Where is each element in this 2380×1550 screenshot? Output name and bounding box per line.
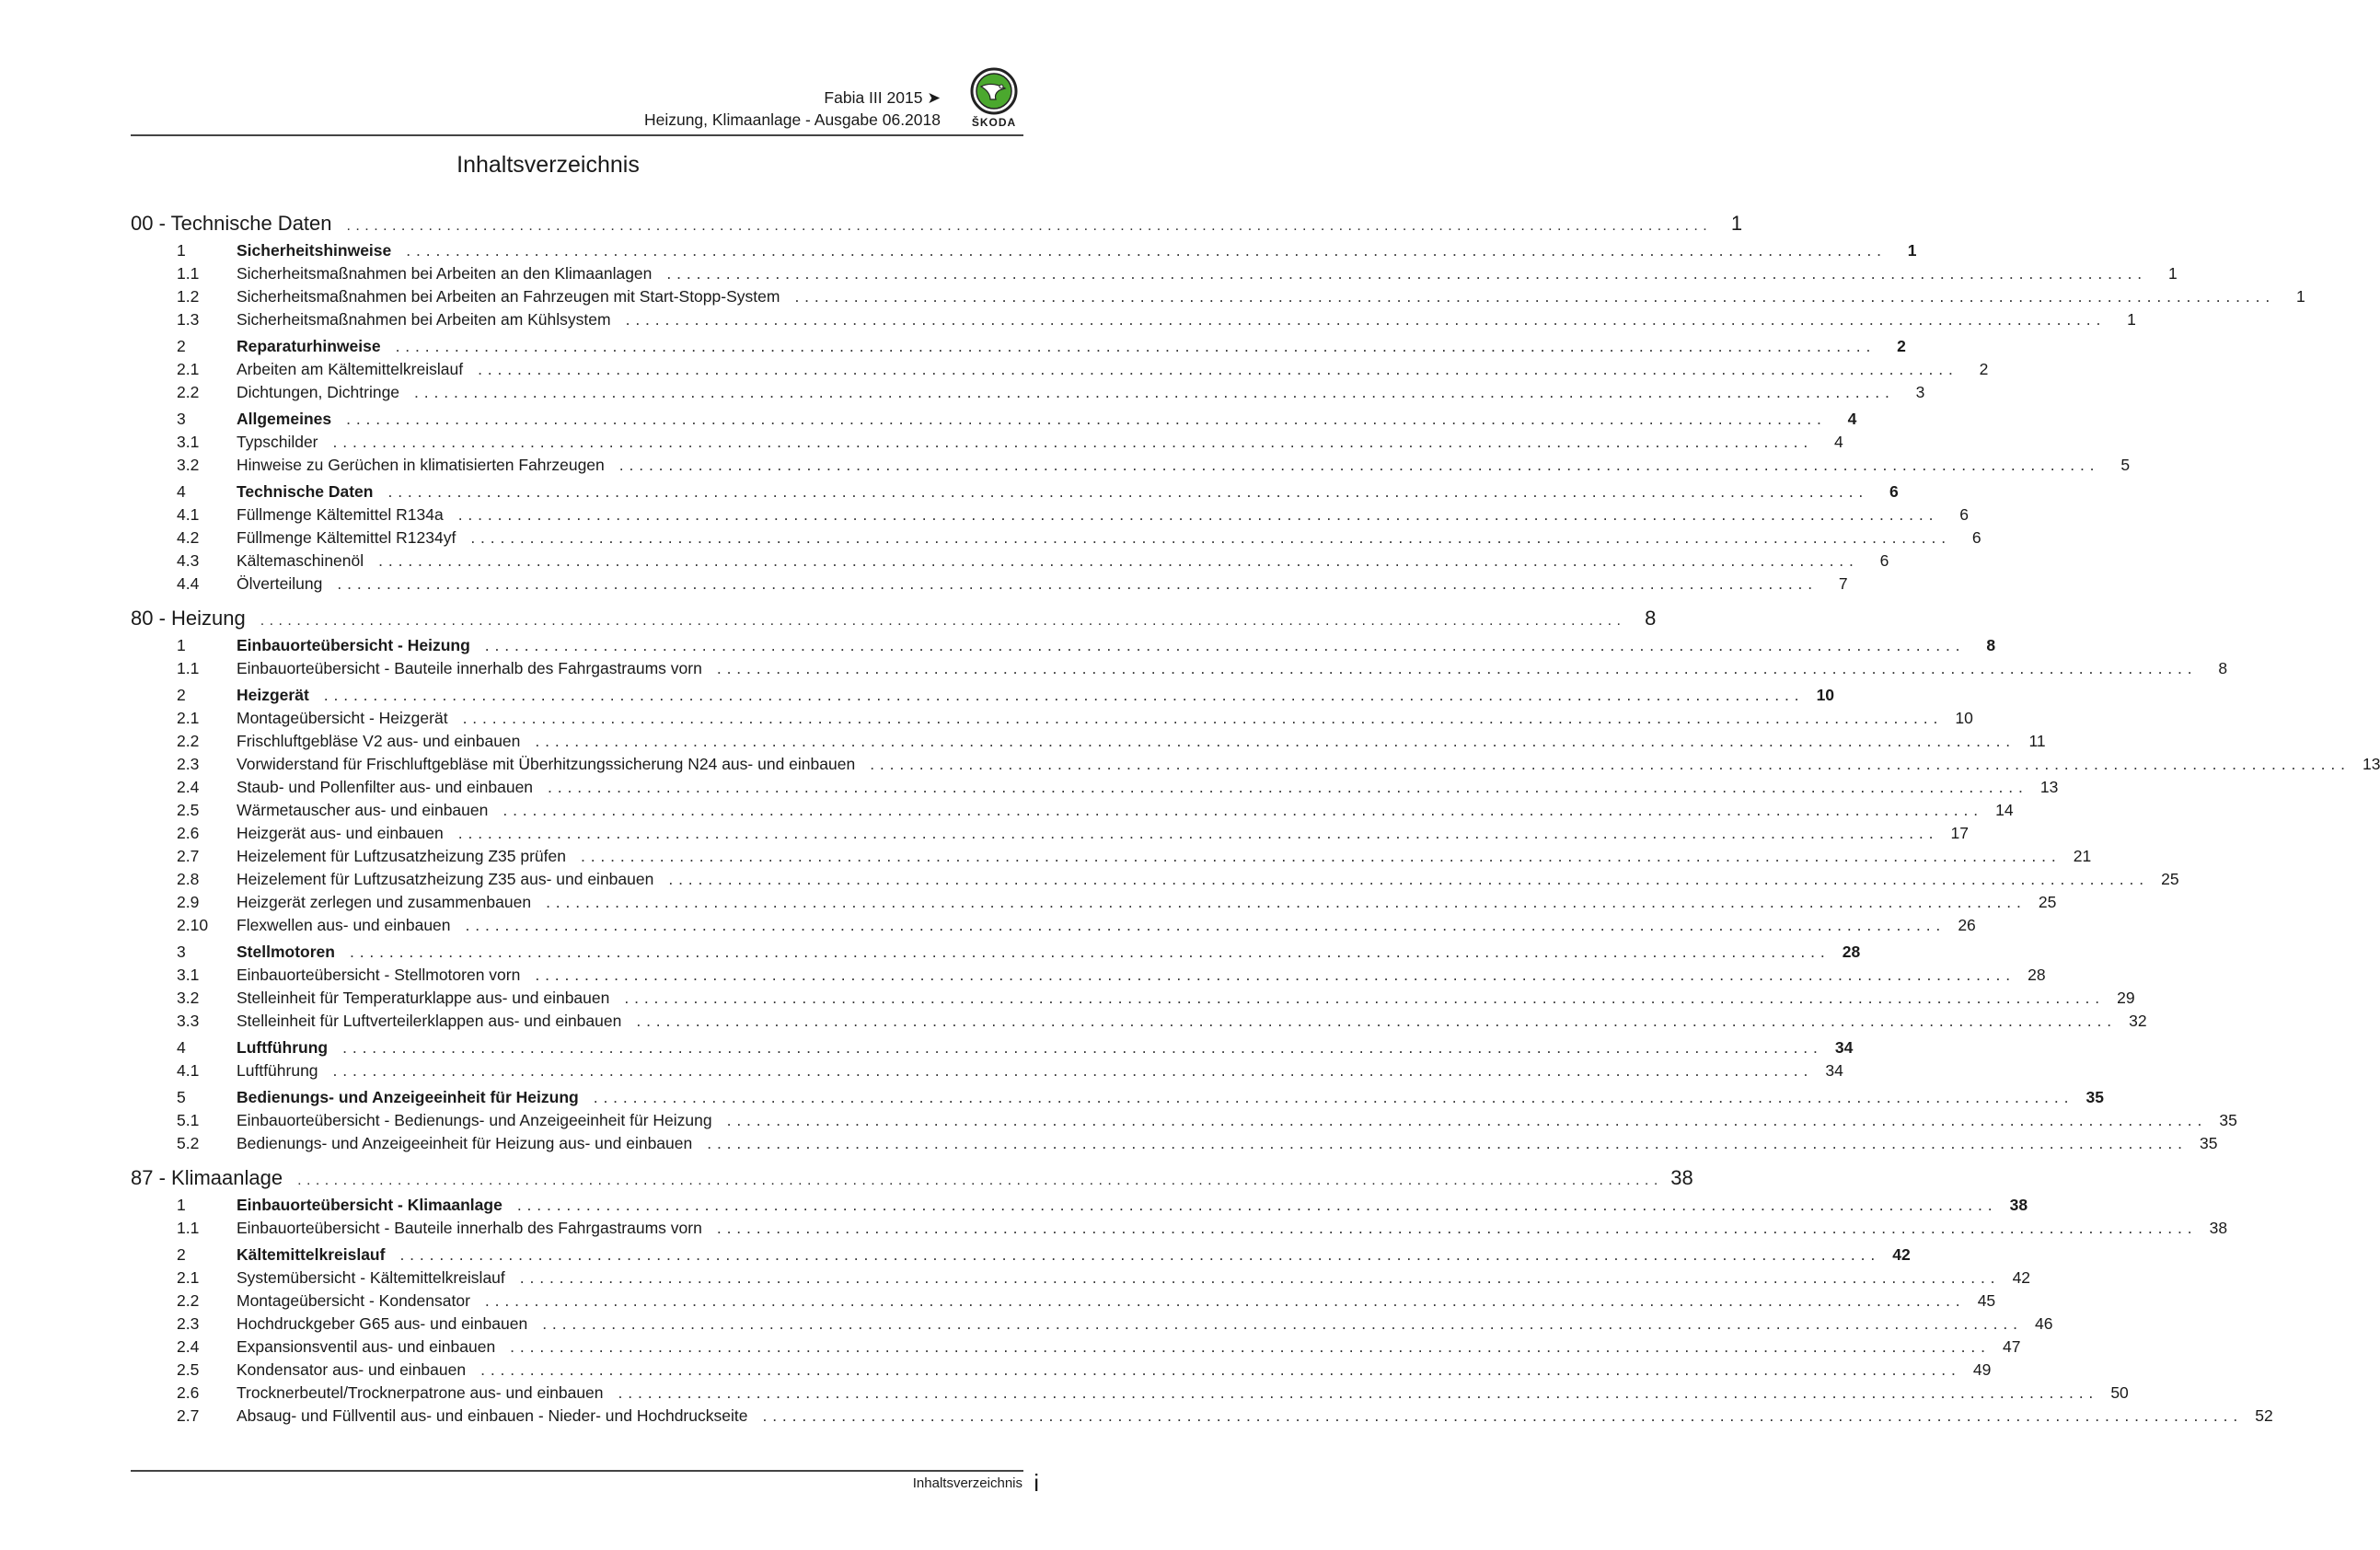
page-header xyxy=(131,85,1023,136)
toc-sub[interactable] xyxy=(131,1336,2021,1359)
toc-page-number[interactable]: 35 xyxy=(2200,1134,2218,1152)
toc-label[interactable]: Ölverteilung xyxy=(237,574,323,593)
toc-label[interactable]: 00 - Technische Daten xyxy=(131,212,332,235)
toc-sub[interactable] xyxy=(131,573,1848,596)
leader-dots: . . . . . . . . . . . . . . . . . . . . . . . . . . . . . . . . . . . . . . . . . . . . . . . . . . . . . . . . . . . . . . . . . . . . . . . . . . . . . . . . . . . . . . . . . . . . . . . . . . . . . . . . . . . . . . . . . . . . . . . . . . . . . . . . . . . . . . . . . . . . . . . . . . . . . . xyxy=(346,410,1822,428)
toc-page-number[interactable]: 52 xyxy=(2255,1406,2273,1425)
toc-page-number[interactable]: 38 xyxy=(2009,1196,2028,1214)
footer-divider xyxy=(131,1470,1023,1472)
toc-sub[interactable] xyxy=(131,1109,2237,1132)
leader-dots: . . . . . . . . . . . . . . . . . . . . . . . . . . . . . . . . . . . . . . . . . . . . . . . . . . . . . . . . . . . . . . . . . . . . . . . . . . . . . . . . . . . . . . . . . . . . . . . . . . . . . . . . . . . . . . . . . . . . . . . . . . . . . . . . . . . . . . . . . . . . . . . . . . . . . . xyxy=(406,241,1882,260)
toc-sub[interactable] xyxy=(131,964,2046,987)
toc-label[interactable]: Einbauorteübersicht - Bauteile innerhalb des Fahrgastraums vorn xyxy=(237,659,702,677)
toc-page-number[interactable]: 8 xyxy=(1645,607,1657,630)
toc-chapter[interactable] xyxy=(131,212,1743,236)
toc-number: 2.3 xyxy=(177,1314,200,1333)
toc-number: 2 xyxy=(177,686,186,704)
leader-dots: . . . . . . . . . . . . . . . . . . . . . . . . . . . . . . . . . . . . . . . . . . . . . . . . . . . . . . . . . . . . . . . . . . . . . . . . . . . . . . . . . . . . . . . . . . . . . . . . . . . . . . . . . . . . . . . . . . . . . . . . . . . . . . . . . . . . . . . . . . . . . . . . . . . . . . xyxy=(260,613,1622,629)
leader-dots: . . . . . . . . . . . . . . . . . . . . . . . . . . . . . . . . . . . . . . . . . . . . . . . . . . . . . . . . . . . . . . . . . . . . . . . . . . . . . . . . . . . . . . . . . . . . . . . . . . . . . . . . . . . . . . . . . . . . . . . . . . . . . . . . . . . . . . . . . . . . . . . . . . . . . . xyxy=(707,1134,2183,1152)
toc-label[interactable]: Absaug- und Füllventil aus- und einbauen - Nieder- und Hochdruckseite xyxy=(237,1406,748,1425)
toc-sub[interactable] xyxy=(131,822,1970,845)
toc-sub[interactable] xyxy=(131,868,2179,891)
toc-page-number[interactable]: 42 xyxy=(1892,1245,1911,1264)
toc-page-number[interactable]: 3 xyxy=(1915,383,1925,401)
toc-page-number[interactable]: 7 xyxy=(1838,574,1848,593)
toc-number: 3.1 xyxy=(177,433,200,451)
toc-page-number[interactable]: 25 xyxy=(2038,893,2057,911)
toc-number: 2.4 xyxy=(177,1337,200,1356)
toc-section[interactable] xyxy=(131,684,1835,707)
toc-sub[interactable] xyxy=(131,308,2136,331)
toc-sub[interactable] xyxy=(131,1059,1843,1082)
leader-dots: . . . . . . . . . . . . . . . . . . . . . . . . . . . . . . . . . . . . . . . . . . . . . . . . . . . . . . . . . . . . . . . . . . . . . . . . . . . . . . . . . . . . . . . . . . . . . . . . . . . . . . . . . . . . . . . . . . . . . . . . . . . . . . . . . . . . . . . . . . . . . . . . . . . . . . xyxy=(519,1268,1996,1287)
toc-page-number[interactable]: 50 xyxy=(2110,1383,2129,1402)
toc-label[interactable]: Systemübersicht - Kältemittelkreislauf xyxy=(237,1268,505,1287)
toc-number: 4.3 xyxy=(177,551,200,570)
toc-page-number[interactable]: 13 xyxy=(2362,755,2380,773)
toc-page-number[interactable]: 10 xyxy=(1816,686,1835,704)
toc-number: 2.1 xyxy=(177,1268,200,1287)
toc-section[interactable] xyxy=(131,634,1996,657)
toc-sub[interactable] xyxy=(131,503,1969,526)
toc-number: 2 xyxy=(177,1245,186,1264)
toc-label[interactable]: Bedienungs- und Anzeigeeinheit für Heizung aus- und einbauen xyxy=(237,1134,693,1152)
table-of-contents xyxy=(131,212,2380,1428)
model-name: Fabia III 2015 xyxy=(824,88,923,107)
toc-sub[interactable] xyxy=(131,1382,2129,1405)
toc-label[interactable]: Heizelement für Luftzusatzheizung Z35 aus- und einbauen xyxy=(237,870,654,888)
toc-sub[interactable] xyxy=(131,526,1981,549)
toc-page-number[interactable]: 6 xyxy=(1959,505,1969,524)
page-marker: i xyxy=(1034,1469,1039,1497)
toc-sub[interactable] xyxy=(131,987,2135,1010)
toc-label[interactable]: Einbauorteübersicht - Bedienungs- und Anzeigeeinheit für Heizung xyxy=(237,1111,712,1129)
toc-number: 2.8 xyxy=(177,870,200,888)
toc-sub[interactable] xyxy=(131,358,1989,381)
toc-sub[interactable] xyxy=(131,1313,2053,1336)
toc-page-number[interactable]: 32 xyxy=(2129,1012,2147,1030)
toc-label[interactable]: Stelleinheit für Temperaturklappe aus- und einbauen xyxy=(237,989,610,1007)
leader-dots: . . . . . . . . . . . . . . . . . . . . . . . . . . . . . . . . . . . . . . . . . . . . . . . . . . . . . . . . . . . . . . . . . . . . . . . . . . . . . . . . . . . . . . . . . . . . . . . . . . . . . . . . . . . . . . . . . . . . . . . . . . . . . . . . . . . . . . . . . . . . . . . . . . . . . . xyxy=(465,916,1941,934)
toc-number: 5 xyxy=(177,1088,186,1106)
toc-page-number[interactable]: 1 xyxy=(2127,310,2136,329)
toc-label[interactable]: Staub- und Pollenfilter aus- und einbauen xyxy=(237,778,534,796)
leader-dots: . . . . . . . . . . . . . . . . . . . . . . . . . . . . . . . . . . . . . . . . . . . . . . . . . . . . . . . . . . . . . . . . . . . . . . . . . . . . . . . . . . . . . . . . . . . . . . . . . . . . . . . . . . . . . . . . . . . . . . . . . . . . . . . . . . . . . . . . . . . . . . . . . . . . . . xyxy=(484,1291,1961,1310)
toc-page-number[interactable]: 28 xyxy=(1842,943,1861,961)
toc-number: 2.7 xyxy=(177,1406,200,1425)
toc-sub[interactable] xyxy=(131,707,1973,730)
toc-sub[interactable] xyxy=(131,1290,1996,1313)
leader-dots: . . . . . . . . . . . . . . . . . . . . . . . . . . . . . . . . . . . . . . . . . . . . . . . . . . . . . . . . . . . . . . . . . . . . . . . . . . . . . . . . . . . . . . . . . . . . . . . . . . . . . . . . . . . . . . . . . . . . . . . . . . . . . . . . . . . . . . . . . . . . . . . . . . . . . . xyxy=(478,360,1954,378)
toc-page-number[interactable]: 10 xyxy=(1955,709,1973,727)
toc-number: 3 xyxy=(177,410,186,428)
toc-page-number[interactable]: 28 xyxy=(2028,966,2046,984)
leader-dots: . . . . . . . . . . . . . . . . . . . . . . . . . . . . . . . . . . . . . . . . . . . . . . . . . . . . . . . . . . . . . . . . . . . . . . . . . . . . . . . . . . . . . . . . . . . . . . . . . . . . . . . . . . . . . . . . . . . . . . . . . . . . . . . . . . . . . . . . . . . . . . . . . . . . . . xyxy=(323,686,1800,704)
leader-dots: . . . . . . . . . . . . . . . . . . . . . . . . . . . . . . . . . . . . . . . . . . . . . . . . . . . . . . . . . . . . . . . . . . . . . . . . . . . . . . . . . . . . . . . . . . . . . . . . . . . . . . . . . . . . . . . . . . . . . . . . . . . . . . . . . . . . . . . . . . . . . . . . . . . . . . xyxy=(462,709,1938,727)
toc-label[interactable]: Montageübersicht - Heizgerät xyxy=(237,709,448,727)
toc-number: 3.2 xyxy=(177,456,200,474)
toc-section[interactable] xyxy=(131,1036,1854,1059)
toc-page-number[interactable]: 4 xyxy=(1834,433,1843,451)
toc-page-number[interactable]: 4 xyxy=(1847,410,1857,428)
toc-section[interactable] xyxy=(131,1194,2028,1217)
leader-dots: . . . . . . . . . . . . . . . . . . . . . . . . . . . . . . . . . . . . . . . . . . . . . . . . . . . . . . . . . . . . . . . . . . . . . . . . . . . . . . . . . . . . . . . . . . . . . . . . . . . . . . . . . . . . . . . . . . . . . . . . . . . . . . . . . . . . . . . . . . . . . . . . . . . . . . xyxy=(535,732,2011,750)
toc-label[interactable]: Allgemeines xyxy=(237,410,332,428)
leader-dots: . . . . . . . . . . . . . . . . . . . . . . . . . . . . . . . . . . . . . . . . . . . . . . . . . . . . . . . . . . . . . . . . . . . . . . . . . . . . . . . . . . . . . . . . . . . . . . . . . . . . . . . . . . . . . . . . . . . . . . . . . . . . . . . . . . . . . . . . . . . . . . . . . . . . . . xyxy=(618,456,2096,474)
arrow-icon: ➤ xyxy=(927,88,941,107)
toc-page-number[interactable]: 11 xyxy=(2028,732,2046,750)
toc-section[interactable] xyxy=(131,1086,2104,1109)
toc-chapter[interactable] xyxy=(131,1166,1693,1190)
leader-dots: . . . . . . . . . . . . . . . . . . . . . . . . . . . . . . . . . . . . . . . . . . . . . . . . . . . . . . . . . . . . . . . . . . . . . . . . . . . . . . . . . . . . . . . . . . . . . . . . . . . . . . . . . . . . . . . . . . . . . . . . . . . . . . . . . . . . . . . . . . . . . . . . . . . . . . xyxy=(636,1012,2112,1030)
toc-sub[interactable] xyxy=(131,381,1925,404)
toc-page-number[interactable]: 35 xyxy=(2085,1088,2104,1106)
leader-dots: . . . . . . . . . . . . . . . . . . . . . . . . . . . . . . . . . . . . . . . . . . . . . . . . . . . . . . . . . . . . . . . . . . . . . . . . . . . . . . . . . . . . . . . . . . . . . . . . . . . . . . . . . . . . . . . . . . . . . . . . . . . . . . . . . . . . . . . . . . . . . . . . . . . . . . xyxy=(716,1219,2193,1237)
toc-label[interactable]: Heizelement für Luftzusatzheizung Z35 prüfen xyxy=(237,847,566,865)
toc-page-number[interactable]: 35 xyxy=(2219,1111,2237,1129)
toc-number: 1.1 xyxy=(177,264,200,283)
toc-page-number[interactable]: 29 xyxy=(2117,989,2135,1007)
skoda-logo xyxy=(965,66,1023,133)
toc-number: 2.2 xyxy=(177,732,200,750)
leader-dots: . . . . . . . . . . . . . . . . . . . . . . . . . . . . . . . . . . . . . . . . . . . . . . . . . . . . . . . . . . . . . . . . . . . . . . . . . . . . . . . . . . . . . . . . . . . . . . . . . . . . . . . . . . . . . . . . . . . . . . . . . . . . . . . . . . . . . . . . . . . . . . . . . . . . . . xyxy=(624,989,2100,1007)
toc-page-number[interactable]: 49 xyxy=(1972,1360,1992,1379)
toc-number: 2.2 xyxy=(177,1291,200,1310)
toc-number: 4.1 xyxy=(177,505,200,524)
leader-dots: . . . . . . . . . . . . . . . . . . . . . . . . . . . . . . . . . . . . . . . . . . . . . . . . . . . . . . . . . . . . . . . . . . . . . . . . . . . . . . . . . . . . . . . . . . . . . . . . . . . . . . . . . . . . . . . . . . . . . . . . . . . . . . . . . . . . . . . . . . . . . . . . . . . . . . xyxy=(337,574,1813,593)
skoda-winged-arrow-icon xyxy=(965,66,1023,116)
leader-dots: . . . . . . . . . . . . . . . . . . . . . . . . . . . . . . . . . . . . . . . . . . . . . . . . . . . . . . . . . . . . . . . . . . . . . . . . . . . . . . . . . . . . . . . . . . . . . . . . . . . . . . . . . . . . . . . . . . . . . . . . . . . . . . . . . . . . . . . . . . . . . . . . . . . . . . xyxy=(618,1383,2094,1402)
toc-page-number[interactable]: 6 xyxy=(1879,551,1889,570)
toc-label[interactable]: Heizgerät xyxy=(237,686,309,704)
toc-number: 2.7 xyxy=(177,847,200,865)
leader-dots: . . . . . . . . . . . . . . . . . . . . . . . . . . . . . . . . . . . . . . . . . . . . . . . . . . . . . . . . . . . . . . . . . . . . . . . . . . . . . . . . . . . . . . . . . . . . . . . . . . . . . . . . . . . . . . . . . . . . . . . . . . . . . . . . . . . . . . . . . . . . . . . . . . . . . . xyxy=(794,287,2270,306)
toc-section[interactable] xyxy=(131,239,1917,262)
toc-label[interactable]: Heizgerät zerlegen und zusammenbauen xyxy=(237,893,532,911)
toc-label[interactable]: Füllmenge Kältemittel R134a xyxy=(237,505,444,524)
toc-label[interactable]: Hinweise zu Gerüchen in klimatisierten Fahrzeugen xyxy=(237,456,605,474)
toc-page-number[interactable]: 34 xyxy=(1825,1061,1843,1080)
leader-dots: . . . . . . . . . . . . . . . . . . . . . . . . . . . . . . . . . . . . . . . . . . . . . . . . . . . . . . . . . . . . . . . . . . . . . . . . . . . . . . . . . . . . . . . . . . . . . . . . . . . . . . . . . . . . . . . . . . . . . . . . . . . . . . . . . . . . . . . . . . . . . . . . . . . . . . xyxy=(399,1245,1876,1264)
toc-sub[interactable] xyxy=(131,1359,1992,1382)
toc-number: 2.4 xyxy=(177,778,200,796)
leader-dots: . . . . . . . . . . . . . . . . . . . . . . . . . . . . . . . . . . . . . . . . . . . . . . . . . . . . . . . . . . . . . . . . . . . . . . . . . . . . . . . . . . . . . . . . . . . . . . . . . . . . . . . . . . . . . . . . . . . . . . . . . . . . . . . . . . . . . . . . . . . . . . . . . . . . . . xyxy=(342,1038,1819,1057)
toc-number: 1.2 xyxy=(177,287,200,306)
toc-label[interactable]: Sicherheitsmaßnahmen bei Arbeiten am Kühlsystem xyxy=(237,310,611,329)
leader-dots: . . . . . . . . . . . . . . . . . . . . . . . . . . . . . . . . . . . . . . . . . . . . . . . . . . . . . . . . . . . . . . . . . . . . . . . . . . . . . . . . . . . . . . . . . . . . . . . . . . . . . . . . . . . . . . . . . . . . . . . . . . . . . . . . . . . . . . . . . . . . . . . . . . . . . . xyxy=(414,383,1890,401)
toc-page-number[interactable]: 46 xyxy=(2035,1314,2053,1333)
toc-number: 1.1 xyxy=(177,1219,200,1237)
toc-page-number[interactable]: 38 xyxy=(2209,1219,2228,1237)
leader-dots: . . . . . . . . . . . . . . . . . . . . . . . . . . . . . . . . . . . . . . . . . . . . . . . . . . . . . . . . . . . . . . . . . . . . . . . . . . . . . . . . . . . . . . . . . . . . . . . . . . . . . . . . . . . . . . . . . . . . . . . . . . . . . . . . . . . . . . . . . . . . . . . . . . . . . . xyxy=(546,893,2022,911)
leader-dots: . . . . . . . . . . . . . . . . . . . . . . . . . . . . . . . . . . . . . . . . . . . . . . . . . . . . . . . . . . . . . . . . . . . . . . . . . . . . . . . . . . . . . . . . . . . . . . . . . . . . . . . . . . . . . . . . . . . . . . . . . . . . . . . . . . . . . . . . . . . . . . . . . . . . . . xyxy=(516,1196,1993,1214)
leader-dots: . . . . . . . . . . . . . . . . . . . . . . . . . . . . . . . . . . . . . . . . . . . . . . . . . . . . . . . . . . . . . . . . . . . . . . . . . . . . . . . . . . . . . . . . . . . . . . . . . . . . . . . . . . . . . . . . . . . . . . . . . . . . . . . . . . . . . . . . . . . . . . . . . . . . . . xyxy=(349,943,1826,961)
toc-number: 5.1 xyxy=(177,1111,200,1129)
toc-page-number[interactable]: 8 xyxy=(2218,659,2228,677)
toc-label[interactable]: Reparaturhinweise xyxy=(237,337,381,355)
toc-number: 5.2 xyxy=(177,1134,200,1152)
toc-label[interactable]: Einbauorteübersicht - Klimaanlage xyxy=(237,1196,503,1214)
toc-sub[interactable] xyxy=(131,454,2131,477)
toc-page-number[interactable]: 21 xyxy=(2073,847,2092,865)
leader-dots: . . . . . . . . . . . . . . . . . . . . . . . . . . . . . . . . . . . . . . . . . . . . . . . . . . . . . . . . . . . . . . . . . . . . . . . . . . . . . . . . . . . . . . . . . . . . . . . . . . . . . . . . . . . . . . . . . . . . . . . . . . . . . . . . . . . . . . . . . . . . . . . . . . . . . . xyxy=(668,870,2144,888)
toc-number: 4 xyxy=(177,1038,186,1057)
toc-number: 3.2 xyxy=(177,989,200,1007)
toc-page-number[interactable]: 6 xyxy=(1971,528,1981,547)
toc-number: 2.5 xyxy=(177,1360,200,1379)
toc-label[interactable]: Luftführung xyxy=(237,1038,329,1057)
toc-label[interactable]: Stelleinheit für Luftverteilerklappen aus- und einbauen xyxy=(237,1012,622,1030)
leader-dots: . . . . . . . . . . . . . . . . . . . . . . . . . . . . . . . . . . . . . . . . . . . . . . . . . . . . . . . . . . . . . . . . . . . . . . . . . . . . . . . . . . . . . . . . . . . . . . . . . . . . . . . . . . . . . . . . . . . . . . . . . . . . . . . . . . . . . . . . . . . . . . . . . . . . . . xyxy=(387,482,1864,501)
toc-page-number[interactable]: 25 xyxy=(2161,870,2179,888)
toc-sub[interactable] xyxy=(131,1217,2228,1240)
toc-sub[interactable] xyxy=(131,1010,2147,1033)
toc-sub[interactable] xyxy=(131,845,2092,868)
toc-number: 2.3 xyxy=(177,755,200,773)
toc-page-number[interactable]: 17 xyxy=(1950,824,1970,842)
toc-sub[interactable] xyxy=(131,1405,2273,1428)
toc-number: 2.9 xyxy=(177,893,200,911)
toc-number: 4.4 xyxy=(177,574,200,593)
leader-dots: . . . . . . . . . . . . . . . . . . . . . . . . . . . . . . . . . . . . . . . . . . . . . . . . . . . . . . . . . . . . . . . . . . . . . . . . . . . . . . . . . . . . . . . . . . . . . . . . . . . . . . . . . . . . . . . . . . . . . . . . . . . . . . . . . . . . . . . . . . . . . . . . . . . . . . xyxy=(625,310,2101,329)
header-model xyxy=(824,88,941,108)
leader-dots: . . . . . . . . . . . . . . . . . . . . . . . . . . . . . . . . . . . . . . . . . . . . . . . . . . . . . . . . . . . . . . . . . . . . . . . . . . . . . . . . . . . . . . . . . . . . . . . . . . . . . . . . . . . . . . . . . . . . . . . . . . . . . . . . . . . . . . . . . . . . . . . . . . . . . . xyxy=(395,337,1871,355)
toc-label[interactable]: Stellmotoren xyxy=(237,943,335,961)
toc-label[interactable]: Einbauorteübersicht - Heizung xyxy=(237,636,470,654)
toc-number: 2.1 xyxy=(177,360,200,378)
toc-page-number[interactable]: 13 xyxy=(2039,778,2059,796)
leader-dots: . . . . . . . . . . . . . . . . . . . . . . . . . . . . . . . . . . . . . . . . . . . . . . . . . . . . . . . . . . . . . . . . . . . . . . . . . . . . . . . . . . . . . . . . . . . . . . . . . . . . . . . . . . . . . . . . . . . . . . . . . . . . . . . . . . . . . . . . . . . . . . . . . . . . . . xyxy=(593,1088,2069,1106)
toc-label[interactable]: Kondensator aus- und einbauen xyxy=(237,1360,467,1379)
toc-label[interactable]: 80 - Heizung xyxy=(131,607,246,630)
toc-number: 2.2 xyxy=(177,383,200,401)
toc-label[interactable]: Heizgerät aus- und einbauen xyxy=(237,824,444,842)
toc-label[interactable]: Kältemaschinenöl xyxy=(237,551,364,570)
header-subtitle: Heizung, Klimaanlage - Ausgabe 06.2018 xyxy=(643,110,941,129)
toc-page-number[interactable]: 38 xyxy=(1670,1166,1693,1189)
leader-dots: . . . . . . . . . . . . . . . . . . . . . . . . . . . . . . . . . . . . . . . . . . . . . . . . . . . . . . . . . . . . . . . . . . . . . . . . . . . . . . . . . . . . . . . . . . . . . . . . . . . . . . . . . . . . . . . . . . . . . . . . . . . . . . . . . . . . . . . . . . . . . . . . . . . . . . xyxy=(580,847,2057,865)
toc-label[interactable]: Trocknerbeutel/Trocknerpatrone aus- und einbauen xyxy=(237,1383,604,1402)
toc-section[interactable] xyxy=(131,941,1861,964)
toc-number: 2.6 xyxy=(177,824,200,842)
toc-number: 1.3 xyxy=(177,310,200,329)
leader-dots: . . . . . . . . . . . . . . . . . . . . . . . . . . . . . . . . . . . . . . . . . . . . . . . . . . . . . . . . . . . . . . . . . . . . . . . . . . . . . . . . . . . . . . . . . . . . . . . . . . . . . . . . . . . . . . . . . . . . . . . . . . . . . . . . . . . . . . . . . . . . . . . . . . . . . . xyxy=(548,778,2024,796)
toc-page-number[interactable]: 2 xyxy=(1979,360,1989,378)
leader-dots: . . . . . . . . . . . . . . . . . . . . . . . . . . . . . . . . . . . . . . . . . . . . . . . . . . . . . . . . . . . . . . . . . . . . . . . . . . . . . . . . . . . . . . . . . . . . . . . . . . . . . . . . . . . . . . . . . . . . . . . . . . . . . . . . . . . . . . . . . . . . . . . . . . . . . . xyxy=(503,801,1979,819)
toc-page-number[interactable]: 45 xyxy=(1977,1291,1996,1310)
toc-page-number[interactable]: 34 xyxy=(1834,1038,1854,1057)
toc-label[interactable]: Frischluftgebläse V2 aus- und einbauen xyxy=(237,732,521,750)
leader-dots: . . . . . . . . . . . . . . . . . . . . . . . . . . . . . . . . . . . . . . . . . . . . . . . . . . . . . . . . . . . . . . . . . . . . . . . . . . . . . . . . . . . . . . . . . . . . . . . . . . . . . . . . . . . . . . . . . . . . . . . . . . . . . . . . . . . . . . . . . . . . . . . . . . . . . . xyxy=(726,1111,2202,1129)
toc-label[interactable]: Arbeiten am Kältemittelkreislauf xyxy=(237,360,464,378)
toc-number: 1 xyxy=(177,241,186,260)
toc-page-number[interactable]: 26 xyxy=(1958,916,1976,934)
toc-page-number[interactable]: 1 xyxy=(1730,212,1743,235)
toc-number: 2.1 xyxy=(177,709,200,727)
toc-number: 4.2 xyxy=(177,528,200,547)
toc-page-number[interactable]: 14 xyxy=(1995,801,2014,819)
leader-dots: . . . . . . . . . . . . . . . . . . . . . . . . . . . . . . . . . . . . . . . . . . . . . . . . . . . . . . . . . . . . . . . . . . . . . . . . . . . . . . . . . . . . . . . . . . . . . . . . . . . . . . . . . . . . . . . . . . . . . . . . . . . . . . . . . . . . . . . . . . . . . . . . . . . . . . xyxy=(542,1314,2018,1333)
toc-sub[interactable] xyxy=(131,776,2059,799)
toc-sub[interactable] xyxy=(131,431,1843,454)
toc-sub[interactable] xyxy=(131,1267,2031,1290)
toc-number: 2.10 xyxy=(177,916,209,934)
toc-number: 1 xyxy=(177,1196,186,1214)
toc-label[interactable]: Einbauorteübersicht - Stellmotoren vorn xyxy=(237,966,521,984)
toc-number: 2 xyxy=(177,337,186,355)
toc-label[interactable]: Vorwiderstand für Frischluftgebläse mit Überhitzungssicherung N24 aus- und einbauen xyxy=(237,755,856,773)
toc-sub[interactable] xyxy=(131,891,2057,914)
leader-dots: . . . . . . . . . . . . . . . . . . . . . . . . . . . . . . . . . . . . . . . . . . . . . . . . . . . . . . . . . . . . . . . . . . . . . . . . . . . . . . . . . . . . . . . . . . . . . . . . . . . . . . . . . . . . . . . . . . . . . . . . . . . . . . . . . . . . . . . . . . . . . . . . . . . . . . xyxy=(378,551,1854,570)
toc-label[interactable]: Typschilder xyxy=(237,433,318,451)
leader-dots: . . . . . . . . . . . . . . . . . . . . . . . . . . . . . . . . . . . . . . . . . . . . . . . . . . . . . . . . . . . . . . . . . . . . . . . . . . . . . . . . . . . . . . . . . . . . . . . . . . . . . . . . . . . . . . . . . . . . . . . . . . . . . . . . . . . . . . . . . . . . . . . . . . . . . . xyxy=(510,1337,1986,1356)
toc-page-number[interactable]: 1 xyxy=(2167,264,2178,283)
toc-label[interactable]: Hochdruckgeber G65 aus- und einbauen xyxy=(237,1314,528,1333)
toc-page-number[interactable]: 5 xyxy=(2120,456,2131,474)
toc-section[interactable] xyxy=(131,480,1899,503)
toc-page-number[interactable]: 47 xyxy=(2002,1337,2021,1356)
toc-sub[interactable] xyxy=(131,799,2014,822)
toc-number: 2.6 xyxy=(177,1383,200,1402)
leader-dots: . . . . . . . . . . . . . . . . . . . . . . . . . . . . . . . . . . . . . . . . . . . . . . . . . . . . . . . . . . . . . . . . . . . . . . . . . . . . . . . . . . . . . . . . . . . . . . . . . . . . . . . . . . . . . . . . . . . . . . . . . . . . . . . . . . . . . . . . . . . . . . . . . . . . . . xyxy=(716,659,2193,677)
toc-section[interactable] xyxy=(131,408,1857,431)
toc-label[interactable]: Luftführung xyxy=(237,1061,318,1080)
toc-number: 3 xyxy=(177,943,186,961)
toc-section[interactable] xyxy=(131,335,1906,358)
toc-sub[interactable] xyxy=(131,657,2228,680)
toc-label[interactable]: Montageübersicht - Kondensator xyxy=(237,1291,470,1310)
leader-dots: . . . . . . . . . . . . . . . . . . . . . . . . . . . . . . . . . . . . . . . . . . . . . . . . . . . . . . . . . . . . . . . . . . . . . . . . . . . . . . . . . . . . . . . . . . . . . . . . . . . . . . . . . . . . . . . . . . . . . . . . . . . . . . . . . . . . . . . . . . . . . . . . . . . . . . xyxy=(457,824,1935,842)
toc-label[interactable]: Kältemittelkreislauf xyxy=(237,1245,386,1264)
leader-dots: . . . . . . . . . . . . . . . . . . . . . . . . . . . . . . . . . . . . . . . . . . . . . . . . . . . . . . . . . . . . . . . . . . . . . . . . . . . . . . . . . . . . . . . . . . . . . . . . . . . . . . . . . . . . . . . . . . . . . . . . . . . . . . . . . . . . . . . . . . . . . . . . . . . . . . xyxy=(484,636,1961,654)
toc-number: 3.3 xyxy=(177,1012,200,1030)
toc-label[interactable]: 87 - Klimaanlage xyxy=(131,1166,283,1189)
toc-number: 4.1 xyxy=(177,1061,200,1080)
toc-number: 1.1 xyxy=(177,659,200,677)
toc-label[interactable]: Sicherheitshinweise xyxy=(237,241,392,260)
toc-label[interactable]: Technische Daten xyxy=(237,482,374,501)
toc-number: 1 xyxy=(177,636,186,654)
toc-number: 2.5 xyxy=(177,801,200,819)
toc-page-number[interactable]: 2 xyxy=(1897,337,1906,355)
toc-label[interactable]: Füllmenge Kältemittel R1234yf xyxy=(237,528,456,547)
toc-sub[interactable] xyxy=(131,1132,2218,1155)
toc-page-number[interactable]: 6 xyxy=(1889,482,1899,501)
toc-label[interactable]: Sicherheitsmaßnahmen bei Arbeiten an den Klimaanlagen xyxy=(237,264,653,283)
toc-label[interactable]: Flexwellen aus- und einbauen xyxy=(237,916,451,934)
toc-sub[interactable] xyxy=(131,285,2305,308)
page-title: Inhaltsverzeichnis xyxy=(456,152,640,178)
toc-chapter[interactable] xyxy=(131,607,1657,630)
leader-dots: . . . . . . . . . . . . . . . . . . . . . . . . . . . . . . . . . . . . . . . . . . . . . . . . . . . . . . . . . . . . . . . . . . . . . . . . . . . . . . . . . . . . . . . . . . . . . . . . . . . . . . . . . . . . . . . . . . . . . . . . . . . . . . . . . . . . . . . . . . . . . . . . . . . . . . xyxy=(332,1061,1808,1080)
toc-label[interactable]: Dichtungen, Dichtringe xyxy=(237,383,400,401)
leader-dots: . . . . . . . . . . . . . . . . . . . . . . . . . . . . . . . . . . . . . . . . . . . . . . . . . . . . . . . . . . . . . . . . . . . . . . . . . . . . . . . . . . . . . . . . . . . . . . . . . . . . . . . . . . . . . . . . . . . . . . . . . . . . . . . . . . . . . . . . . . . . . . . . . . . . . . xyxy=(480,1360,1957,1379)
toc-label[interactable]: Sicherheitsmaßnahmen bei Arbeiten an Fahrzeugen mit Start-Stopp-System xyxy=(237,287,780,306)
toc-label[interactable]: Einbauorteübersicht - Bauteile innerhalb des Fahrgastraums vorn xyxy=(237,1219,702,1237)
toc-sub[interactable] xyxy=(131,753,2380,776)
leader-dots: . . . . . . . . . . . . . . . . . . . . . . . . . . . . . . . . . . . . . . . . . . . . . . . . . . . . . . . . . . . . . . . . . . . . . . . . . . . . . . . . . . . . . . . . . . . . . . . . . . . . . . . . . . . . . . . . . . . . . . . . . . . . . . . . . . . . . . . . . . . . . . . . . . . . . . xyxy=(346,218,1708,234)
leader-dots: . . . . . . . . . . . . . . . . . . . . . . . . . . . . . . . . . . . . . . . . . . . . . . . . . . . . . . . . . . . . . . . . . . . . . . . . . . . . . . . . . . . . . . . . . . . . . . . . . . . . . . . . . . . . . . . . . . . . . . . . . . . . . . . . . . . . . . . . . . . . . . . . . . . . . . xyxy=(762,1406,2238,1425)
footer-label: Inhaltsverzeichnis xyxy=(912,1475,1022,1491)
toc-sub[interactable] xyxy=(131,262,2178,285)
leader-dots: . . . . . . . . . . . . . . . . . . . . . . . . . . . . . . . . . . . . . . . . . . . . . . . . . . . . . . . . . . . . . . . . . . . . . . . . . . . . . . . . . . . . . . . . . . . . . . . . . . . . . . . . . . . . . . . . . . . . . . . . . . . . . . . . . . . . . . . . . . . . . . . . . . . . . . xyxy=(297,1173,1658,1188)
toc-page-number[interactable]: 1 xyxy=(1907,241,1917,260)
toc-sub[interactable] xyxy=(131,730,2046,753)
leader-dots: . . . . . . . . . . . . . . . . . . . . . . . . . . . . . . . . . . . . . . . . . . . . . . . . . . . . . . . . . . . . . . . . . . . . . . . . . . . . . . . . . . . . . . . . . . . . . . . . . . . . . . . . . . . . . . . . . . . . . . . . . . . . . . . . . . . . . . . . . . . . . . . . . . . . . . xyxy=(470,528,1947,547)
leader-dots: . . . . . . . . . . . . . . . . . . . . . . . . . . . . . . . . . . . . . . . . . . . . . . . . . . . . . . . . . . . . . . . . . . . . . . . . . . . . . . . . . . . . . . . . . . . . . . . . . . . . . . . . . . . . . . . . . . . . . . . . . . . . . . . . . . . . . . . . . . . . . . . . . . . . . . xyxy=(535,966,2011,984)
toc-page-number[interactable]: 1 xyxy=(2295,287,2305,306)
toc-page-number[interactable]: 8 xyxy=(1986,636,1996,654)
leader-dots: . . . . . . . . . . . . . . . . . . . . . . . . . . . . . . . . . . . . . . . . . . . . . . . . . . . . . . . . . . . . . . . . . . . . . . . . . . . . . . . . . . . . . . . . . . . . . . . . . . . . . . . . . . . . . . . . . . . . . . . . . . . . . . . . . . . . . . . . . . . . . . . . . . . . . . xyxy=(666,264,2143,283)
toc-number: 4 xyxy=(177,482,186,501)
toc-label[interactable]: Expansionsventil aus- und einbauen xyxy=(237,1337,496,1356)
toc-label[interactable]: Bedienungs- und Anzeigeeinheit für Heizung xyxy=(237,1088,579,1106)
brand-name: ŠKODA xyxy=(971,116,1017,129)
leader-dots: . . . . . . . . . . . . . . . . . . . . . . . . . . . . . . . . . . . . . . . . . . . . . . . . . . . . . . . . . . . . . . . . . . . . . . . . . . . . . . . . . . . . . . . . . . . . . . . . . . . . . . . . . . . . . . . . . . . . . . . . . . . . . . . . . . . . . . . . . . . . . . . . . . . . . . xyxy=(332,433,1808,451)
toc-section[interactable] xyxy=(131,1243,1911,1267)
toc-sub[interactable] xyxy=(131,914,1976,937)
leader-dots: . . . . . . . . . . . . . . . . . . . . . . . . . . . . . . . . . . . . . . . . . . . . . . . . . . . . . . . . . . . . . . . . . . . . . . . . . . . . . . . . . . . . . . . . . . . . . . . . . . . . . . . . . . . . . . . . . . . . . . . . . . . . . . . . . . . . . . . . . . . . . . . . . . . . . . xyxy=(870,755,2346,773)
toc-sub[interactable] xyxy=(131,549,1889,573)
toc-label[interactable]: Wärmetauscher aus- und einbauen xyxy=(237,801,489,819)
leader-dots: . . . . . . . . . . . . . . . . . . . . . . . . . . . . . . . . . . . . . . . . . . . . . . . . . . . . . . . . . . . . . . . . . . . . . . . . . . . . . . . . . . . . . . . . . . . . . . . . . . . . . . . . . . . . . . . . . . . . . . . . . . . . . . . . . . . . . . . . . . . . . . . . . . . . . . xyxy=(457,505,1934,524)
toc-page-number[interactable]: 42 xyxy=(2012,1268,2031,1287)
toc-number: 3.1 xyxy=(177,966,200,984)
